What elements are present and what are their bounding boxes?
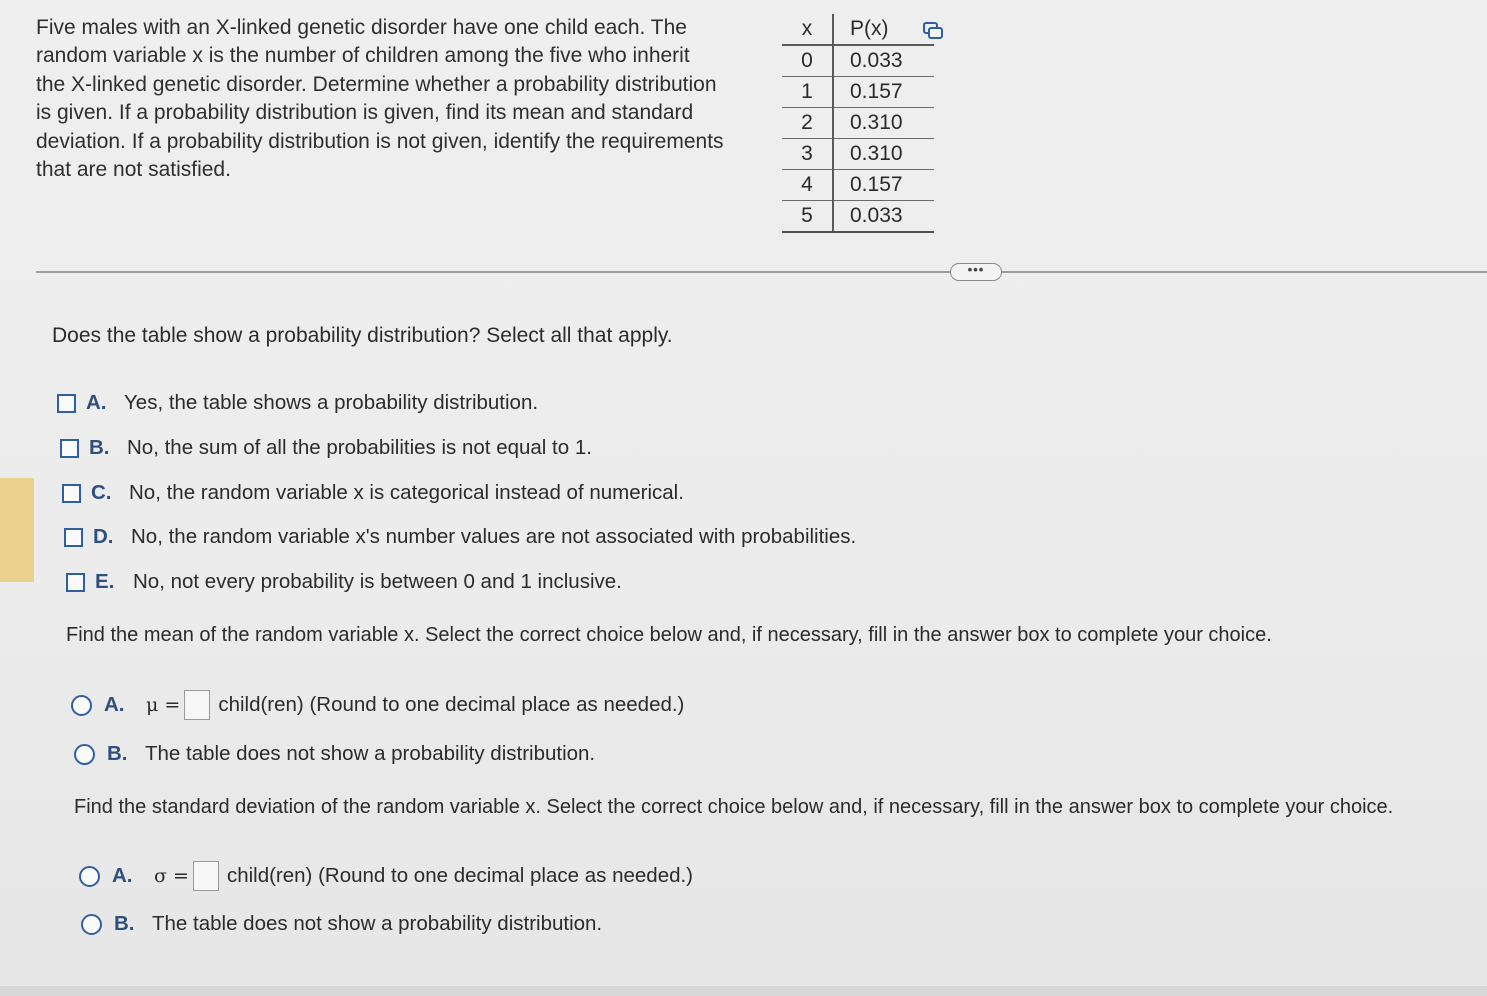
- mean-symbol: μ =: [146, 694, 181, 716]
- option-text: No, the random variable x is categorical instead of numerical.: [129, 481, 684, 504]
- table-row: [782, 139, 934, 170]
- option-letter: B.: [107, 742, 128, 765]
- q2-option-b[interactable]: [74, 742, 595, 766]
- cell-x: 3: [782, 139, 833, 170]
- table-header-row: [782, 14, 934, 45]
- q1-option-c[interactable]: [62, 481, 684, 505]
- checkbox[interactable]: [57, 394, 76, 413]
- option-letter: B.: [89, 436, 110, 459]
- problem-line: the X-linked genetic disorder. Determine whether a probability distribution: [36, 72, 717, 96]
- checkbox[interactable]: [64, 528, 83, 547]
- table-row: [782, 77, 934, 108]
- option-text: No, the sum of all the probabilities is not equal to 1.: [127, 436, 592, 459]
- table-row: [782, 170, 934, 201]
- cell-x: 4: [782, 170, 833, 201]
- mean-answer-input[interactable]: [184, 690, 210, 720]
- q3-option-b[interactable]: [81, 912, 602, 936]
- column-header-x: x: [782, 14, 833, 45]
- radio-button[interactable]: [79, 866, 100, 887]
- option-letter: C.: [91, 481, 112, 504]
- table-row: [782, 108, 934, 139]
- cell-px: 0.033: [833, 45, 934, 77]
- copy-table-button[interactable]: [922, 20, 944, 42]
- cell-x: 1: [782, 77, 833, 108]
- radio-button[interactable]: [71, 695, 92, 716]
- expand-more-button[interactable]: •••: [950, 263, 1002, 281]
- radio-button[interactable]: [74, 744, 95, 765]
- option-text: No, the random variable x's number values are not associated with probabilities.: [131, 525, 857, 548]
- cell-x: 5: [782, 201, 833, 233]
- q1-option-a[interactable]: [57, 391, 538, 415]
- option-letter: A.: [86, 391, 107, 414]
- highlight-strip: [0, 478, 34, 582]
- option-letter: A.: [104, 693, 125, 716]
- std-dev-symbol: σ =: [154, 865, 189, 887]
- column-header-px: P(x): [833, 14, 934, 45]
- q1-option-d[interactable]: [64, 525, 856, 549]
- section-divider: [36, 271, 1487, 273]
- problem-line: random variable x is the number of children among the five who inherit: [36, 44, 690, 68]
- option-text: Yes, the table shows a probability distribution.: [124, 391, 539, 414]
- option-text: child(ren) (Round to one decimal place as needed.): [218, 693, 685, 716]
- std-dev-answer-input[interactable]: [193, 861, 219, 891]
- problem-line: deviation. If a probability distribution is not given, identify the requirements: [36, 129, 724, 153]
- problem-line: Five males with an X-linked genetic disorder have one child each. The: [36, 16, 687, 39]
- table-row: [782, 201, 934, 233]
- option-letter: B.: [114, 912, 135, 935]
- problem-statement: [36, 14, 776, 184]
- q3-option-a[interactable]: [79, 861, 693, 891]
- cell-px: 0.033: [833, 201, 934, 233]
- option-text: child(ren) (Round to one decimal place as needed.): [226, 864, 694, 887]
- cell-px: 0.157: [833, 170, 934, 201]
- copy-icon: [922, 20, 944, 42]
- cell-x: 0: [782, 45, 833, 77]
- option-text: The table does not show a probability distribution.: [145, 742, 596, 765]
- cell-px: 0.157: [833, 77, 934, 108]
- problem-line: that are not satisfied.: [36, 158, 231, 182]
- checkbox[interactable]: [62, 484, 81, 503]
- problem-line: is given. If a probability distribution is given, find its mean and standard: [36, 101, 694, 125]
- q1-option-b[interactable]: [60, 436, 592, 460]
- cell-px: 0.310: [833, 139, 934, 170]
- question-2-prompt: Find the mean of the random variable x. Select the correct choice below and, if necessary, fill in the answer box to complete your choice.: [66, 624, 1272, 646]
- table-row: [782, 45, 934, 77]
- checkbox[interactable]: [66, 573, 85, 592]
- cell-px: 0.310: [833, 108, 934, 139]
- q1-option-e[interactable]: [66, 570, 622, 594]
- probability-table: [782, 14, 934, 233]
- option-letter: A.: [112, 864, 133, 887]
- cell-x: 2: [782, 108, 833, 139]
- option-letter: E.: [95, 570, 115, 593]
- question-1-prompt: Does the table show a probability distribution? Select all that apply.: [52, 324, 673, 347]
- option-text: No, not every probability is between 0 and 1 inclusive.: [133, 570, 622, 593]
- option-letter: D.: [93, 525, 114, 548]
- radio-button[interactable]: [81, 914, 102, 935]
- bottom-edge: [0, 986, 1487, 996]
- checkbox[interactable]: [60, 439, 79, 458]
- q2-option-a[interactable]: [71, 690, 684, 720]
- option-text: The table does not show a probability distribution.: [152, 912, 603, 935]
- question-3-prompt: Find the standard deviation of the random variable x. Select the correct choice below and, if necessary, fill in the answer box to complete your choice.: [74, 796, 1394, 818]
